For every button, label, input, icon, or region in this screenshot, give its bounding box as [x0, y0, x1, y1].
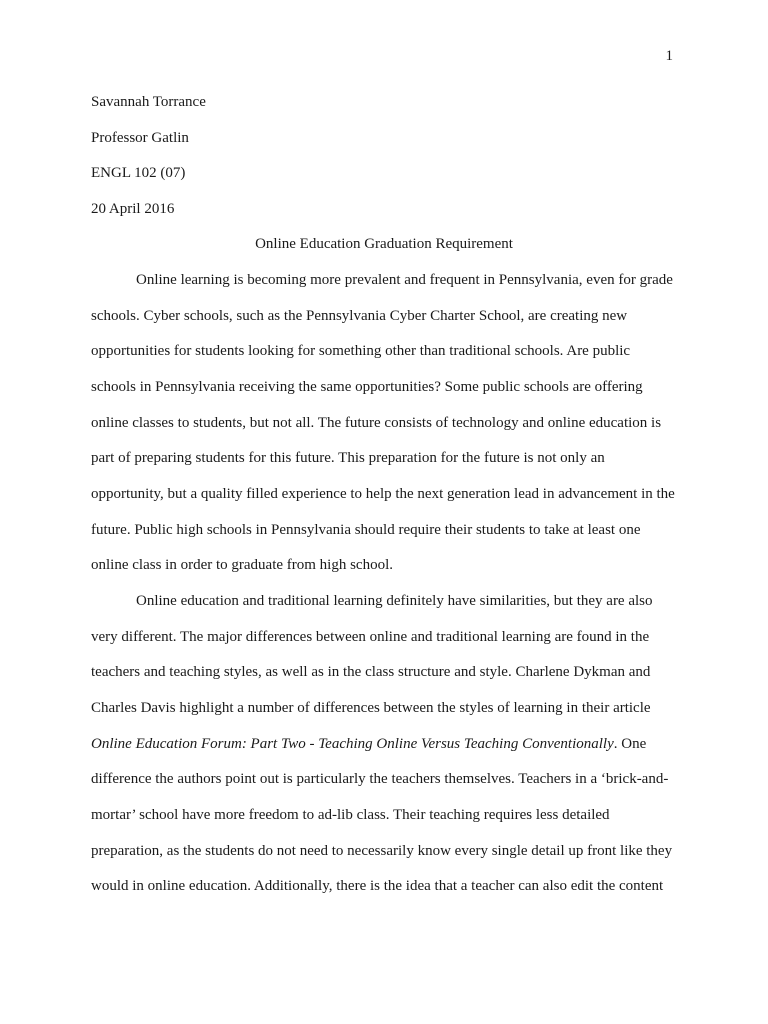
paragraph-line: opportunity, but a quality filled experience to help the next generation lead in advancement in the: [91, 486, 675, 502]
paragraph-line: Charles Davis highlight a number of differences between the styles of learning in their article: [91, 700, 651, 716]
course-name: ENGL 102 (07): [91, 165, 186, 181]
paragraph-line: future. Public high schools in Pennsylvania should require their students to take at least one: [91, 522, 641, 538]
page-number: 1: [665, 48, 673, 64]
paragraph-line: very different. The major differences between online and traditional learning are found in the: [91, 629, 650, 645]
article-title: Online Education Forum: Part Two - Teaching Online Versus Teaching Conventionally: [91, 736, 614, 752]
paragraph-line: schools. Cyber schools, such as the Pennsylvania Cyber Charter School, are creating new: [91, 308, 628, 324]
professor-name: Professor Gatlin: [91, 130, 189, 146]
paragraph-line: online class in order to graduate from high school.: [91, 557, 394, 573]
paragraph-line: [91, 736, 646, 753]
paragraph-line: opportunities for students looking for something other than traditional schools. Are public: [91, 343, 631, 359]
paragraph-line: online classes to students, but not all. The future consists of technology and online education is: [91, 415, 662, 431]
paragraph-line: difference the authors point out is particularly the teachers themselves. Teachers in a ‘brick-and-: [91, 771, 669, 787]
paragraph-line: would in online education. Additionally, there is the idea that a teacher can also edit the content: [91, 878, 664, 894]
paragraph-line: mortar’ school have more freedom to ad-lib class. Their teaching requires less detailed: [91, 807, 610, 823]
essay-title: Online Education Graduation Requirement: [255, 236, 513, 252]
essay-date: 20 April 2016: [91, 201, 175, 217]
paragraph-line: part of preparing students for this future. This preparation for the future is not only an: [91, 450, 605, 466]
paragraph-line: teachers and teaching styles, as well as in the class structure and style. Charlene Dykman and: [91, 664, 651, 680]
paragraph-line: Online learning is becoming more prevalent and frequent in Pennsylvania, even for grade: [136, 272, 673, 288]
article-title-tail: . One: [613, 736, 647, 752]
paragraph-line: schools in Pennsylvania receiving the same opportunities? Some public schools are offering: [91, 379, 643, 395]
paragraph-line: Online education and traditional learning definitely have similarities, but they are also: [136, 593, 653, 609]
author-name: Savannah Torrance: [91, 94, 206, 110]
paragraph-line: preparation, as the students do not need to necessarily know every single detail up front like they: [91, 843, 673, 859]
